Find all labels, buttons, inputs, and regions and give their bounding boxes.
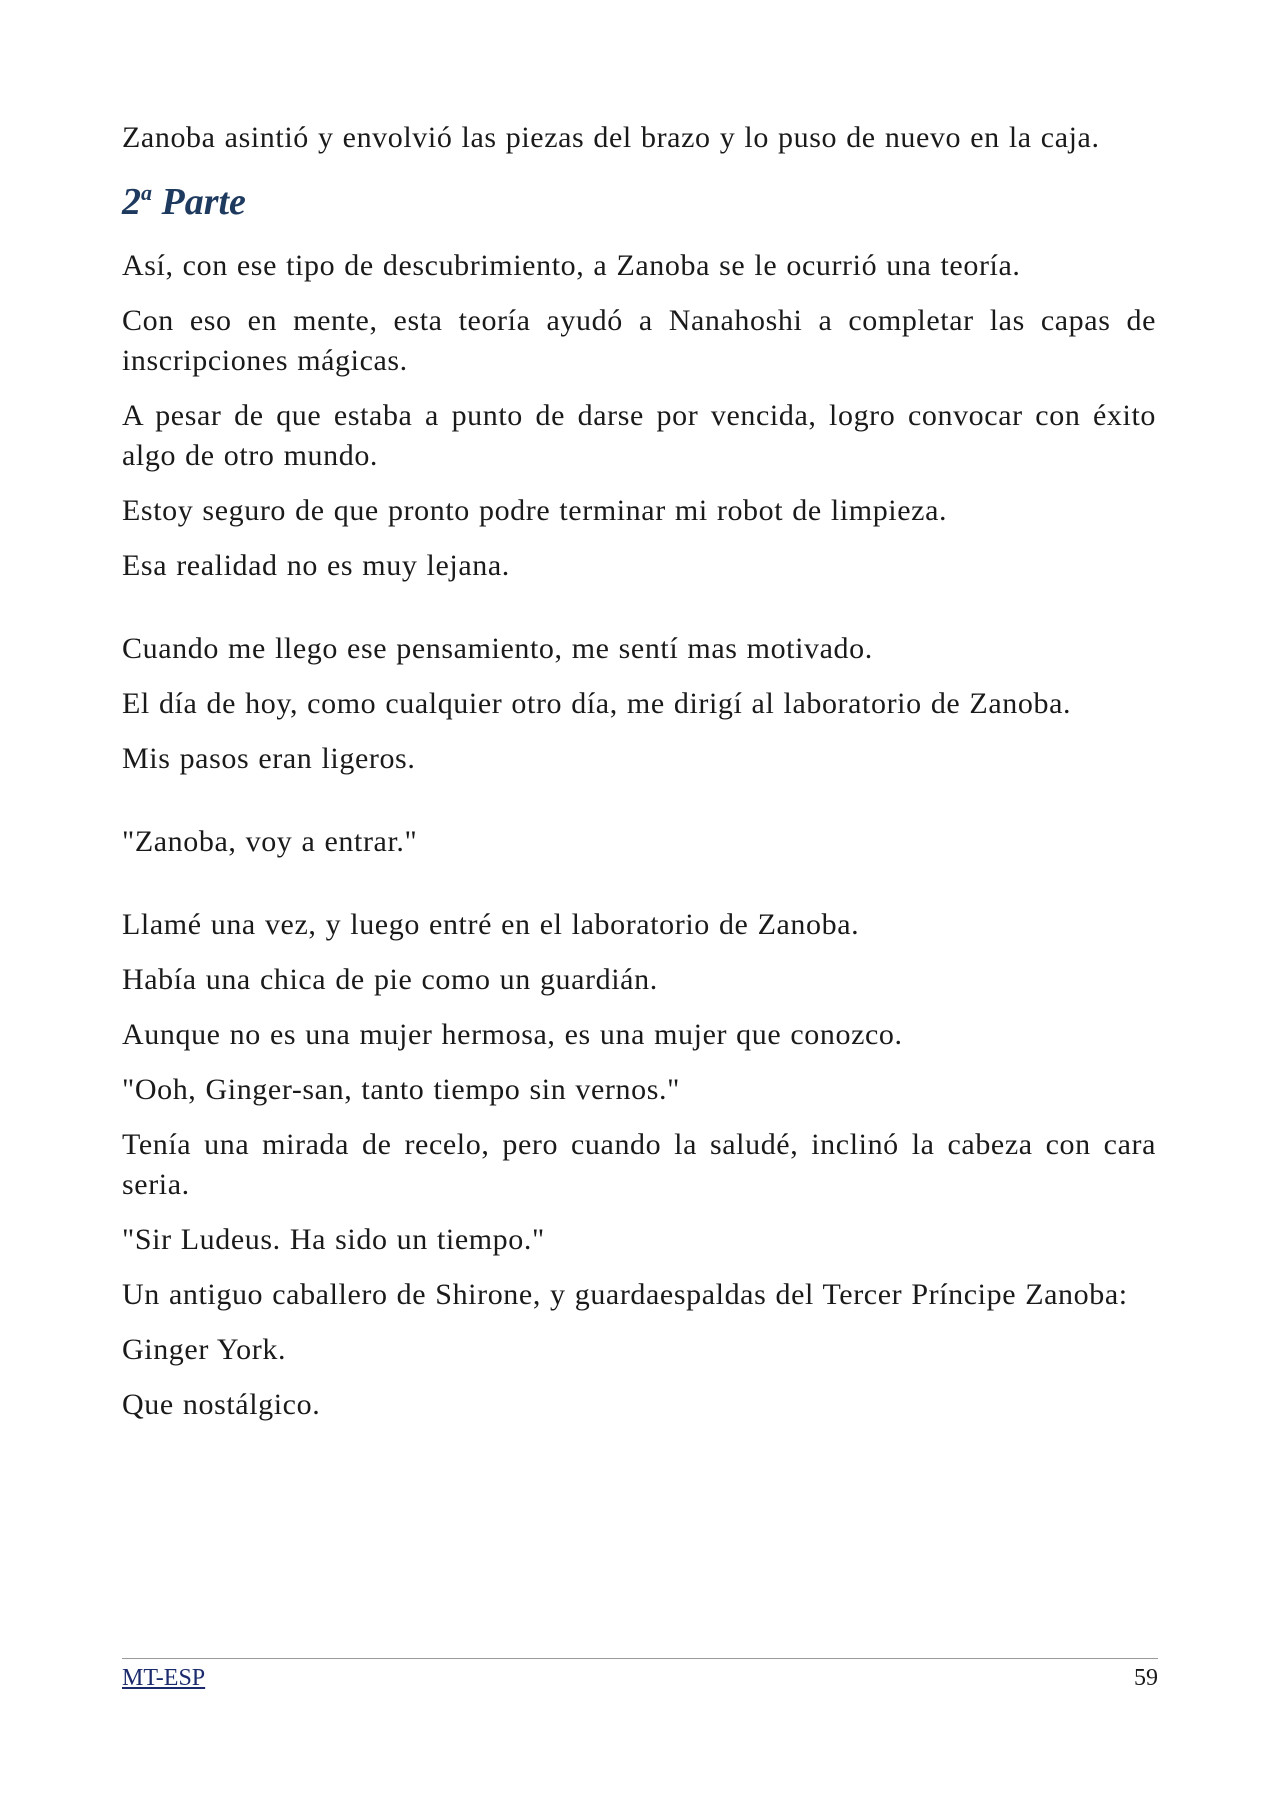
section-heading: [122, 178, 1156, 226]
page-content: [122, 118, 1156, 1440]
blank-line: [122, 794, 1156, 822]
dialogue-paragraph: "Zanoba, voy a entrar.": [122, 825, 418, 858]
page-footer: [122, 1658, 1158, 1693]
paragraph: Ginger York.: [122, 1333, 287, 1366]
paragraph: Cuando me llego ese pensamiento, me sentí mas motivado.: [122, 632, 873, 665]
blank-line: [122, 601, 1156, 629]
paragraph: Con eso en mente, esta teoría ayudó a Nanahoshi a completar las capas de inscripciones mágicas.: [122, 304, 1156, 377]
paragraph: Estoy seguro de que pronto podre terminar mi robot de limpieza.: [122, 494, 948, 527]
paragraph: Así, con ese tipo de descubrimiento, a Zanoba se le ocurrió una teoría.: [122, 249, 1021, 282]
paragraph: Esa realidad no es muy lejana.: [122, 549, 510, 582]
paragraph: A pesar de que estaba a punto de darse por vencida, logro convocar con éxito algo de otro mundo.: [122, 399, 1156, 472]
heading-text: Parte: [161, 181, 246, 223]
paragraph: Que nostálgico.: [122, 1388, 321, 1421]
paragraph: Aunque no es una mujer hermosa, es una mujer que conozco.: [122, 1018, 903, 1051]
footer-link[interactable]: MT-ESP: [122, 1665, 206, 1691]
heading-superscript: a: [141, 180, 152, 205]
paragraph: El día de hoy, como cualquier otro día, me dirigí al laboratorio de Zanoba.: [122, 687, 1072, 720]
paragraph: Llamé una vez, y luego entré en el laboratorio de Zanoba.: [122, 908, 860, 941]
paragraph: Tenía una mirada de recelo, pero cuando la saludé, inclinó la cabeza con cara seria.: [122, 1128, 1156, 1201]
page-number: 59: [1134, 1665, 1158, 1691]
dialogue-paragraph: "Ooh, Ginger-san, tanto tiempo sin vernos.": [122, 1073, 680, 1106]
heading-number: 2: [122, 181, 141, 223]
paragraph: Zanoba asintió y envolvió las piezas del brazo y lo puso de nuevo en la caja.: [122, 121, 1100, 154]
paragraph: Un antiguo caballero de Shirone, y guardaespaldas del Tercer Príncipe Zanoba:: [122, 1278, 1128, 1311]
dialogue-paragraph: "Sir Ludeus. Ha sido un tiempo.": [122, 1223, 545, 1256]
paragraph: Mis pasos eran ligeros.: [122, 742, 416, 775]
blank-line: [122, 877, 1156, 905]
paragraph: Había una chica de pie como un guardián.: [122, 963, 658, 996]
